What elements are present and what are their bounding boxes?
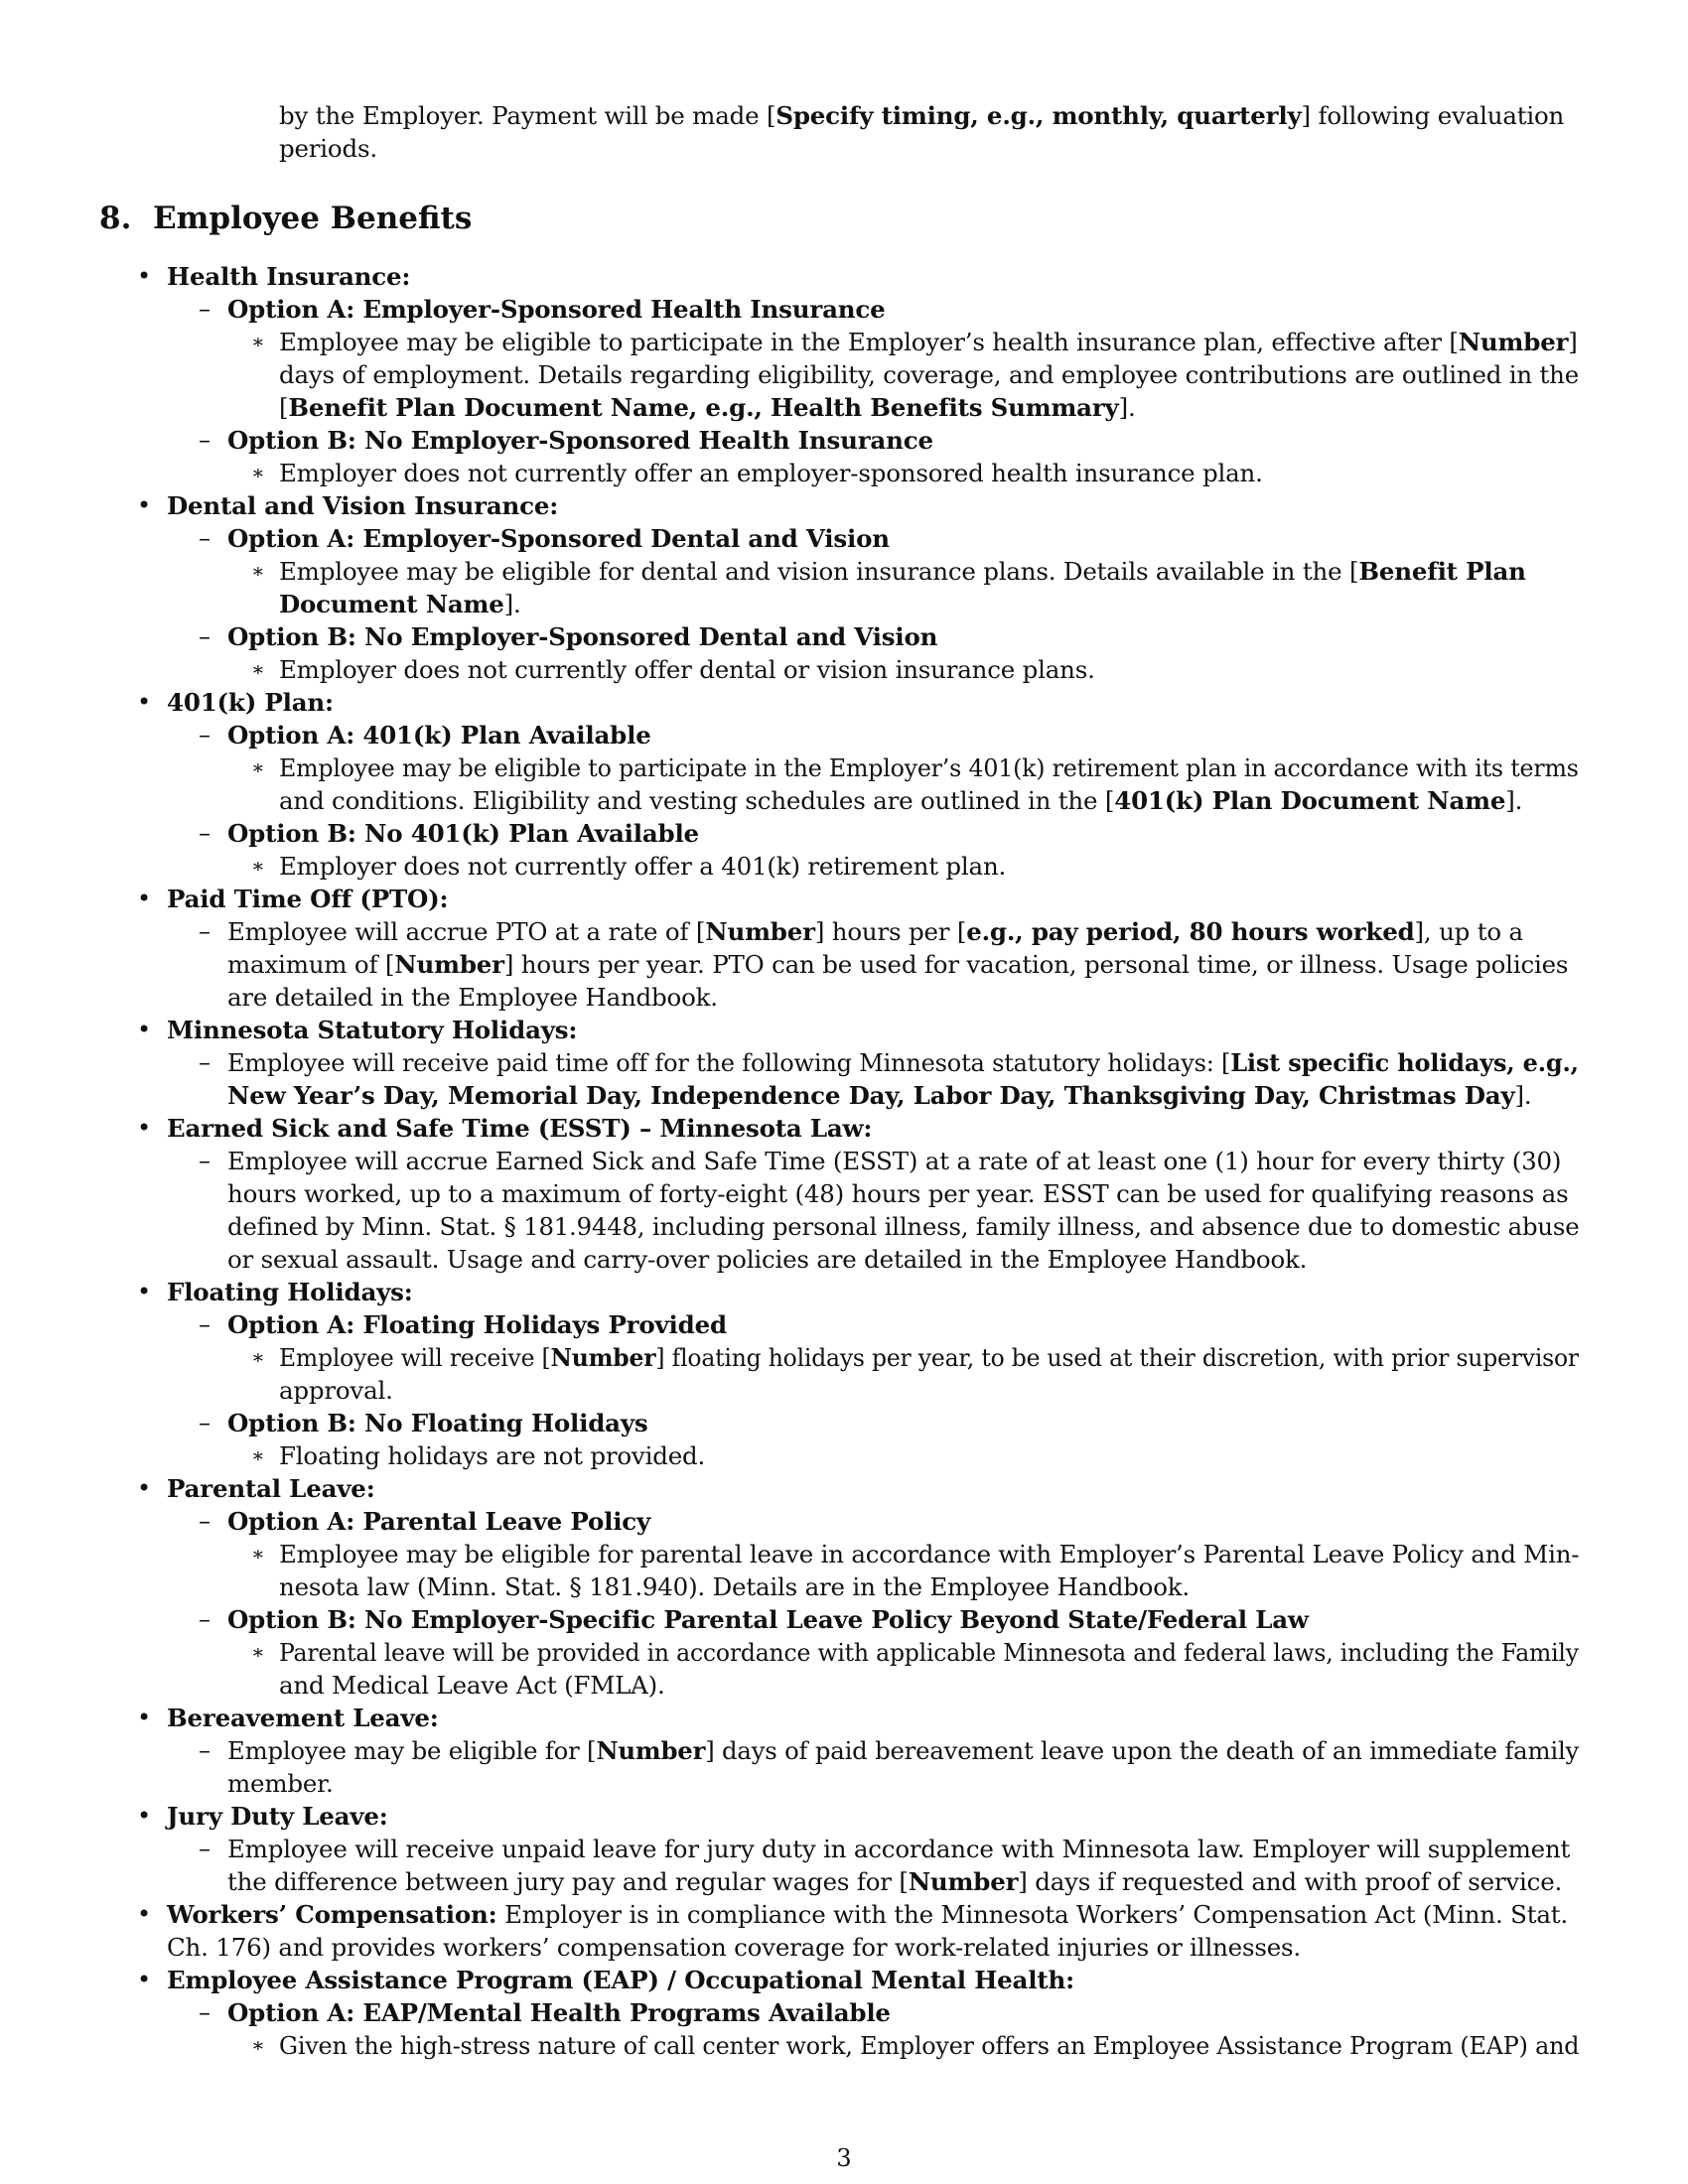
floating-b-line-1: Floating holidays are not provided. bbox=[279, 1441, 706, 1470]
bereavement-line-1: Employee may be eligible for [Number] days of paid bereavement leave upon the death of an immediate family bbox=[227, 1736, 1580, 1765]
floating-option-b: Option B: No Floating Holidays bbox=[227, 1409, 648, 1437]
floating-a-line-1: Employee will receive [Number] floating holidays per year, to be used at their discretion, with prior supervisor bbox=[279, 1343, 1579, 1372]
asterisk-icon: ∗ bbox=[251, 330, 265, 353]
pto-line-1: Employee will accrue PTO at a rate of [Number] hours per [e.g., pay period, 80 hours worked], up to a bbox=[227, 917, 1523, 946]
asterisk-icon: ∗ bbox=[251, 559, 265, 583]
dash-icon: – bbox=[199, 1507, 211, 1535]
dash-icon: – bbox=[199, 721, 211, 749]
eap-title: Employee Assistance Program (EAP) / Occupational Mental Health: bbox=[167, 1966, 1074, 1994]
bullet-icon: • bbox=[137, 1966, 152, 1993]
esst-line-3: defined by Minn. Stat. § 181.9448, including personal illness, family illness, and absence due to domestic abuse bbox=[227, 1212, 1580, 1241]
bullet-icon: • bbox=[137, 1474, 152, 1502]
dash-icon: – bbox=[199, 917, 211, 945]
bullet-icon: • bbox=[137, 688, 152, 716]
bullet-icon: • bbox=[137, 1114, 152, 1142]
workers-line-1: Workers’ Compensation: Employer is in compliance with the Minnesota Workers’ Compensation Act (Minn. Stat. bbox=[167, 1900, 1569, 1929]
parental-b-line-1: Parental leave will be provided in accordance with applicable Minnesota and federal laws, including the Family bbox=[279, 1638, 1579, 1667]
dental-a-line-2: Document Name]. bbox=[279, 590, 521, 618]
jury-title: Jury Duty Leave: bbox=[167, 1802, 388, 1831]
workers-title: Workers’ Compensation: bbox=[167, 1900, 497, 1929]
dental-a-line-1: Employee may be eligible for dental and vision insurance plans. Details available in the [Benefit Plan bbox=[279, 557, 1526, 586]
pto-line-2: maximum of [Number] hours per year. PTO can be used for vacation, personal time, or illness. Usage policies bbox=[227, 950, 1569, 979]
holidays-line-2: New Year’s Day, Memorial Day, Independence Day, Labor Day, Thanksgiving Day, Christmas Day]. bbox=[227, 1081, 1532, 1110]
k401-a-line-1: Employee may be eligible to participate in the Employer’s 401(k) retirement plan in accordance with its terms bbox=[279, 753, 1579, 782]
parental-option-a: Option A: Parental Leave Policy bbox=[227, 1507, 651, 1536]
asterisk-icon: ∗ bbox=[251, 1345, 265, 1369]
dental-b-line-1: Employer does not currently offer dental or vision insurance plans. bbox=[279, 655, 1095, 684]
floating-title: Floating Holidays: bbox=[167, 1278, 413, 1306]
bullet-icon: • bbox=[137, 1900, 152, 1928]
jury-line-1: Employee will receive unpaid leave for jury duty in accordance with Minnesota law. Employer will supplement bbox=[227, 1835, 1571, 1863]
bullet-icon: • bbox=[137, 1802, 152, 1830]
dash-icon: – bbox=[199, 426, 211, 454]
bullet-icon: • bbox=[137, 1016, 152, 1043]
dental-option-a: Option A: Employer-Sponsored Dental and Vision bbox=[227, 524, 890, 553]
dental-title: Dental and Vision Insurance: bbox=[167, 491, 559, 520]
dash-icon: – bbox=[199, 295, 211, 323]
bereavement-line-2: member. bbox=[227, 1769, 334, 1798]
bullet-icon: • bbox=[137, 885, 152, 912]
k401-a-line-2: and conditions. Eligibility and vesting schedules are outlined in the [401(k) Plan Document Name]. bbox=[279, 786, 1523, 815]
parental-a-line-1: Employee may be eligible for parental leave in accordance with Employer’s Parental Leave Policy and Min- bbox=[279, 1540, 1580, 1569]
jury-line-2: the difference between jury pay and regular wages for [Number] days if requested and with proof of service. bbox=[227, 1867, 1563, 1896]
pto-line-3: are detailed in the Employee Handbook. bbox=[227, 983, 718, 1012]
esst-title: Earned Sick and Safe Time (ESST) – Minnesota Law: bbox=[167, 1114, 873, 1143]
asterisk-icon: ∗ bbox=[251, 657, 265, 681]
bullet-icon: • bbox=[137, 491, 152, 519]
health-a-line-1: Employee may be eligible to participate in the Employer’s health insurance plan, effective after [Number] bbox=[279, 328, 1578, 356]
dash-icon: – bbox=[199, 524, 211, 552]
health-a-line-3: [Benefit Plan Document Name, e.g., Health Benefits Summary]. bbox=[279, 393, 1136, 422]
asterisk-icon: ∗ bbox=[251, 755, 265, 779]
asterisk-icon: ∗ bbox=[251, 2033, 265, 2057]
dash-icon: – bbox=[199, 1048, 211, 1076]
eap-a-line-1: Given the high-stress nature of call center work, Employer offers an Employee Assistance Program (EAP) and bbox=[279, 2031, 1580, 2060]
dash-icon: – bbox=[199, 1147, 211, 1174]
asterisk-icon: ∗ bbox=[251, 854, 265, 878]
workers-line-2: Ch. 176) and provides workers’ compensation coverage for work-related injuries or illnesses. bbox=[167, 1933, 1301, 1962]
dental-option-b: Option B: No Employer-Sponsored Dental and Vision bbox=[227, 622, 938, 651]
dash-icon: – bbox=[199, 1835, 211, 1862]
dash-icon: – bbox=[199, 622, 211, 650]
health-a-line-2: days of employment. Details regarding eligibility, coverage, and employee contributions are outlined in the bbox=[279, 360, 1579, 389]
intro-line-1: by the Employer. Payment will be made [Specify timing, e.g., monthly, quarterly] following evaluation bbox=[279, 101, 1565, 130]
k401-option-b: Option B: No 401(k) Plan Available bbox=[227, 819, 699, 848]
page-number: 3 bbox=[836, 2144, 852, 2172]
bereavement-title: Bereavement Leave: bbox=[167, 1704, 439, 1732]
dash-icon: – bbox=[199, 1736, 211, 1764]
intro-line-2: periods. bbox=[279, 134, 377, 163]
k401-b-line-1: Employer does not currently offer a 401(k) retirement plan. bbox=[279, 852, 1007, 881]
asterisk-icon: ∗ bbox=[251, 1640, 265, 1664]
parental-title: Parental Leave: bbox=[167, 1474, 375, 1503]
esst-line-1: Employee will accrue Earned Sick and Safe Time (ESST) at a rate of at least one (1) hour for every thirty (30) bbox=[227, 1147, 1562, 1175]
asterisk-icon: ∗ bbox=[251, 1443, 265, 1467]
health-b-line-1: Employer does not currently offer an employer-sponsored health insurance plan. bbox=[279, 459, 1263, 487]
asterisk-icon: ∗ bbox=[251, 1542, 265, 1566]
pto-title: Paid Time Off (PTO): bbox=[167, 885, 449, 913]
holidays-line-1: Employee will receive paid time off for the following Minnesota statutory holidays: [List specific holidays, e.g., bbox=[227, 1048, 1579, 1077]
esst-line-4: or sexual assault. Usage and carry-over policies are detailed in the Employee Handbook. bbox=[227, 1245, 1308, 1274]
k401-option-a: Option A: 401(k) Plan Available bbox=[227, 721, 651, 750]
dash-icon: – bbox=[199, 819, 211, 847]
parental-a-line-2: nesota law (Minn. Stat. § 181.940). Details are in the Employee Handbook. bbox=[279, 1572, 1191, 1601]
k401-title: 401(k) Plan: bbox=[167, 688, 334, 717]
floating-a-line-2: approval. bbox=[279, 1376, 393, 1405]
health-option-a: Option A: Employer-Sponsored Health Insurance bbox=[227, 295, 886, 324]
health-option-b: Option B: No Employer-Sponsored Health Insurance bbox=[227, 426, 933, 455]
bullet-icon: • bbox=[137, 1278, 152, 1305]
eap-option-a: Option A: EAP/Mental Health Programs Available bbox=[227, 1998, 891, 2027]
bullet-icon: • bbox=[137, 262, 152, 290]
floating-option-a: Option A: Floating Holidays Provided bbox=[227, 1310, 727, 1339]
health-title: Health Insurance: bbox=[167, 262, 411, 291]
asterisk-icon: ∗ bbox=[251, 461, 265, 484]
bullet-icon: • bbox=[137, 1704, 152, 1731]
section-heading: 8. Employee Benefits bbox=[99, 201, 473, 236]
dash-icon: – bbox=[199, 1310, 211, 1338]
parental-option-b: Option B: No Employer-Specific Parental Leave Policy Beyond State/Federal Law bbox=[227, 1605, 1309, 1634]
holidays-title: Minnesota Statutory Holidays: bbox=[167, 1016, 578, 1044]
parental-b-line-2: and Medical Leave Act (FMLA). bbox=[279, 1671, 665, 1700]
dash-icon: – bbox=[199, 1409, 211, 1436]
dash-icon: – bbox=[199, 1605, 211, 1633]
esst-line-2: hours worked, up to a maximum of forty-eight (48) hours per year. ESST can be used for qualifying reasons as bbox=[227, 1179, 1569, 1208]
dash-icon: – bbox=[199, 1998, 211, 2026]
